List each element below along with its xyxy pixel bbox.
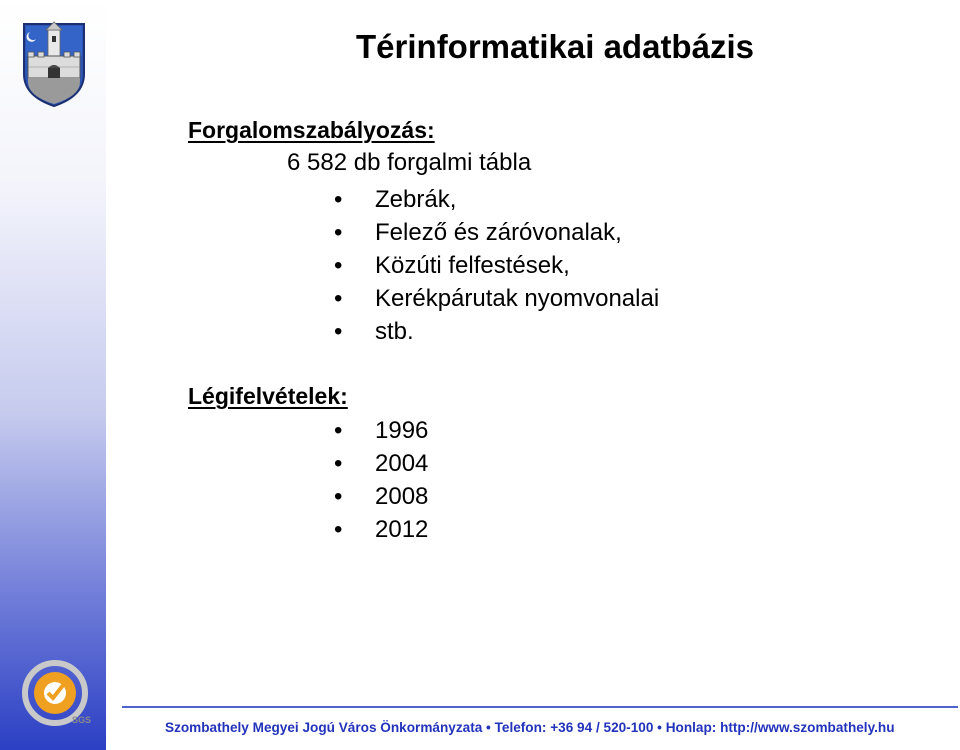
bullet-icon: • — [334, 483, 343, 510]
list-item — [334, 282, 659, 315]
bullet-icon: • — [334, 417, 343, 444]
list-item — [334, 414, 428, 447]
traffic-sign-count: 6 582 db forgalmi tábla — [287, 149, 532, 176]
traffic-items-list — [334, 183, 659, 348]
svg-text:SGS: SGS — [72, 715, 92, 725]
list-item — [334, 513, 428, 546]
list-item-text: 2012 — [375, 516, 429, 543]
list-item — [334, 447, 428, 480]
list-item-text: Zebrák, — [375, 186, 457, 213]
list-item-text: 1996 — [375, 417, 429, 444]
list-item — [334, 216, 659, 249]
footer-divider — [122, 706, 958, 708]
list-item — [334, 183, 659, 216]
footer-contact-line: Szombathely Megyei Jogú Város Önkormányzata • Telefon: +36 94 / 520-100 • Honlap: http://www.szombathely.hu — [165, 720, 895, 735]
bullet-icon: • — [334, 285, 343, 312]
bullet-icon: • — [334, 186, 343, 213]
list-item-text: Közúti felfestések, — [375, 252, 570, 279]
certification-seal-icon — [22, 660, 92, 726]
list-item-text: 2004 — [375, 450, 429, 477]
bullet-icon: • — [334, 516, 343, 543]
list-item-text: 2008 — [375, 483, 429, 510]
bullet-icon: • — [334, 450, 343, 477]
slide-title: Térinformatikai adatbázis — [356, 28, 754, 65]
bullet-icon: • — [334, 318, 343, 345]
bullet-icon: • — [334, 252, 343, 279]
list-item — [334, 249, 659, 282]
list-item — [334, 315, 659, 348]
list-item-text: Kerékpárutak nyomvonalai — [375, 285, 660, 312]
list-item — [334, 480, 428, 513]
aerial-years-list — [334, 414, 428, 546]
traffic-regulation-heading: Forgalomszabályozás: — [188, 117, 435, 143]
aerial-photos-heading: Légifelvételek: — [188, 383, 348, 409]
coat-of-arms-icon — [22, 22, 86, 108]
side-gradient-band — [0, 0, 106, 750]
list-item-text: stb. — [375, 318, 414, 345]
list-item-text: Felező és záróvonalak, — [375, 219, 622, 246]
bullet-icon: • — [334, 219, 343, 246]
